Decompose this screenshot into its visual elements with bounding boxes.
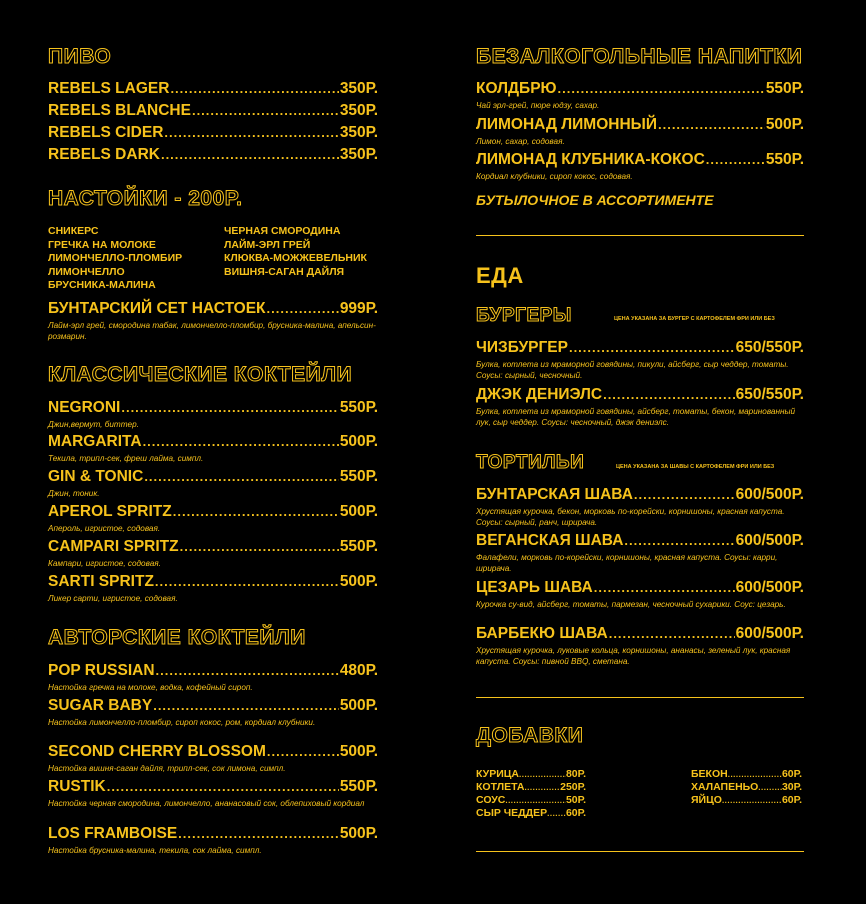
item-description: Фалафели, морковь по-корейски, корнишоны, красная капуста. Соусы: карри, шрирача. <box>476 553 778 573</box>
item-name: SUGAR BABY <box>48 697 153 714</box>
item-name: REBELS BLANCHE <box>48 102 191 119</box>
menu-item <box>48 573 378 604</box>
item-name: ЛИМОНАД КЛУБНИКА-КОКОС <box>476 151 705 168</box>
soft-drinks-section-title: БЕЗАЛКОГОЛЬНЫЕ НАПИТКИ <box>476 45 803 68</box>
classic-section-title: КЛАССИЧЕСКИЕ КОКТЕЙЛИ <box>48 363 353 386</box>
item-name: REBELS DARK <box>48 146 160 163</box>
menu-item <box>476 486 804 528</box>
item-name: БАРБЕКЮ ШАВА <box>476 625 608 642</box>
bottled-note: БУТЫЛОЧНОЕ В АССОРТИМЕНТЕ <box>476 192 714 208</box>
item-price: 650/550Р. <box>735 386 804 403</box>
list-item: ЛИМОНЧЕЛЛО <box>48 265 125 278</box>
list-item: БРУСНИКА-МАЛИНА <box>48 279 156 291</box>
menu-item <box>48 538 378 569</box>
menu-item <box>48 743 378 774</box>
item-price: 550Р. <box>339 538 378 555</box>
list-item: КЛЮКВА-МОЖЖЕВЕЛЬНИК <box>224 252 367 264</box>
addons-list-2 <box>691 768 802 807</box>
item-price: 550Р. <box>339 468 378 485</box>
menu-item <box>48 124 378 142</box>
menu-item <box>48 825 378 856</box>
item-price: 600/500Р. <box>735 532 804 549</box>
item-description: Курочка су-вид, айсберг, томаты, пармезан, чесночный сухарики. Соус: цезарь. <box>476 600 786 609</box>
item-price: 999Р. <box>339 300 378 317</box>
list-item: ЛИМОНЧЕЛЛО-ПЛОМБИР <box>48 252 183 264</box>
menu-item <box>48 433 378 464</box>
menu-item <box>48 300 378 342</box>
author-section-title: АВТОРСКИЕ КОКТЕЙЛИ <box>48 626 306 649</box>
divider <box>476 235 804 236</box>
item-description: Ликер сарти, игристое, содовая. <box>48 594 178 603</box>
item-name: MARGARITA <box>48 433 142 450</box>
item-price: 500Р. <box>339 433 378 450</box>
item-name: REBELS LAGER <box>48 80 170 97</box>
item-price: 550Р. <box>339 778 378 795</box>
list-item: СЫР ЧЕДДЕР ..... 60Р. <box>476 807 586 820</box>
list-item: КУРИЦА ..... 80Р. <box>476 768 586 781</box>
menu-item <box>48 697 378 728</box>
menu-item <box>476 579 804 610</box>
menu-item <box>476 116 804 147</box>
item-description: Лайм-эрл грей, смородина табак, лимончелло-пломбир, брусника-малина, апельсин-розмарин. <box>48 321 376 341</box>
menu-item <box>48 468 378 499</box>
item-name: POP RUSSIAN <box>48 662 155 679</box>
list-item: СОУС ..... 50Р. <box>476 794 586 807</box>
item-price: 500Р. <box>339 697 378 714</box>
item-name: LOS FRAMBOISE <box>48 825 178 842</box>
item-price: 350Р. <box>339 124 378 141</box>
item-price: 500Р. <box>339 503 378 520</box>
menu-item <box>476 80 804 111</box>
item-name: APEROL SPRITZ <box>48 503 172 520</box>
item-name: БУНТАРСКИЙ СЕТ НАСТОЕК <box>48 300 266 317</box>
item-description: Булка, котлета из мраморной говядины, айсберг, томаты, бекон, маринованный лук, сыр чеддер. Соусы: чесночный, джэк дениэлс. <box>476 407 796 427</box>
divider <box>476 851 804 852</box>
menu-item <box>48 80 378 98</box>
item-description: Хрустящая курочка, луковые кольца, корнишоны, ананасы, зеленый лук, красная капуста. Соусы: пивной BBQ, сметана. <box>476 646 791 666</box>
item-price: 600/500Р. <box>735 579 804 596</box>
list-item: ВИШНЯ-САГАН ДАЙЛЯ <box>224 265 345 278</box>
beer-section-title: ПИВО <box>48 45 112 68</box>
addons-section-title: ДОБАВКИ <box>476 724 584 747</box>
menu-item <box>48 778 378 809</box>
menu-item <box>476 625 804 667</box>
item-price: 600/500Р. <box>735 625 804 642</box>
menu-item <box>48 102 378 120</box>
item-name: RUSTIK <box>48 778 106 795</box>
item-price: 650/550Р. <box>735 339 804 356</box>
item-description: Кордиал клубники, сироп кокос, содовая. <box>476 172 633 181</box>
item-description: Настойка черная смородина, лимончелло, ананасовый сок, облепиховый кордиал <box>48 799 365 808</box>
tinctures-list-1 <box>48 225 182 293</box>
item-name: NEGRONI <box>48 399 121 416</box>
tinctures-list-2 <box>224 225 367 279</box>
menu-item <box>476 532 804 574</box>
item-price: 350Р. <box>339 80 378 97</box>
menu-item <box>476 151 804 182</box>
item-description: Настойка лимончелло-пломбир, сироп кокос, ром, кордиал клубники. <box>48 718 316 727</box>
food-section-title: ЕДА <box>476 263 524 288</box>
item-description: Настойка брусника-малина, текила, сок лайма, симпл. <box>48 846 262 855</box>
item-price: 550Р. <box>339 399 378 416</box>
item-description: Текила, трипл-сек, фреш лайма, симпл. <box>48 454 204 463</box>
menu-item <box>48 662 378 693</box>
item-price: 550Р. <box>765 151 804 168</box>
list-item: КОТЛЕТА ..... 250Р. <box>476 781 586 794</box>
item-description: Джин, тоник. <box>48 489 100 498</box>
item-name: SECOND CHERRY BLOSSOM <box>48 743 266 760</box>
item-name: GIN & TONIC <box>48 468 144 485</box>
item-price: 480Р. <box>339 662 378 679</box>
item-description: Настойка вишня-саган дайля, трипл-сек, сок лимона, симпл. <box>48 764 286 773</box>
item-price: 500Р. <box>339 743 378 760</box>
addons-list-1 <box>476 768 586 820</box>
item-price: 600/500Р. <box>735 486 804 503</box>
item-name: ДЖЭК ДЕНИЭЛС <box>476 386 603 403</box>
tinctures-section-title: НАСТОЙКИ - 200Р. <box>48 187 243 210</box>
item-name: КОЛДБРЮ <box>476 80 557 97</box>
item-name: ЧИЗБУРГЕР <box>476 339 568 356</box>
item-name: ЛИМОНАД ЛИМОННЫЙ <box>476 116 657 133</box>
item-description: Кампари, игристое, содовая. <box>48 559 161 568</box>
list-item: ЧЕРНАЯ СМОРОДИНА <box>224 225 341 237</box>
item-price: 500Р. <box>765 116 804 133</box>
item-price: 500Р. <box>339 573 378 590</box>
menu-item <box>48 399 378 430</box>
item-name: CAMPARI SPRITZ <box>48 538 179 555</box>
item-description: Чай эрл-грей, пюре юдзу, сахар. <box>476 101 600 110</box>
item-price: 500Р. <box>339 825 378 842</box>
menu-item <box>476 339 804 381</box>
list-item: ЛАЙМ-ЭРЛ ГРЕЙ <box>224 238 311 251</box>
list-item: СНИКЕРС <box>48 225 99 237</box>
item-description: Апероль, игристое, содовая. <box>48 524 161 533</box>
divider <box>476 697 804 698</box>
item-name: БУНТАРСКАЯ ШАВА <box>476 486 633 503</box>
list-item: БЕКОН ..... 60Р. <box>691 768 802 781</box>
item-name: ЦЕЗАРЬ ШАВА <box>476 579 593 596</box>
menu-item <box>476 386 804 428</box>
tortillas-section-title: ТОРТИЛЬИ <box>476 452 585 473</box>
item-description: Хрустящая курочка, бекон, морковь по-корейски, корнишоны, красная капуста. Соусы: сырный, ранч, шрирача. <box>476 507 785 527</box>
item-price: 550Р. <box>765 80 804 97</box>
menu-item <box>48 503 378 534</box>
list-item: ЯЙЦО ..... 60Р. <box>691 794 802 807</box>
item-name: SARTI SPRITZ <box>48 573 154 590</box>
item-name: REBELS CIDER <box>48 124 164 141</box>
list-item: ХАЛАПЕНЬО ..... 30Р. <box>691 781 802 794</box>
item-price: 350Р. <box>339 102 378 119</box>
item-description: Настойка гречка на молоке, водка, кофейный сироп. <box>48 683 253 692</box>
tortillas-price-note: ЦЕНА УКАЗАНА ЗА ШАВЫ С КАРТОФЕЛЕМ ФРИ ИЛИ БЕЗ <box>616 464 775 470</box>
burgers-price-note: ЦЕНА УКАЗАНА ЗА БУРГЕР С КАРТОФЕЛЕМ ФРИ ИЛИ БЕЗ <box>614 316 775 322</box>
item-price: 350Р. <box>339 146 378 163</box>
item-description: Джин,вермут, биттер. <box>48 420 139 429</box>
burgers-section-title: БУРГЕРЫ <box>476 305 572 326</box>
menu-item <box>48 146 378 164</box>
item-description: Лимон, сахар, содовая. <box>476 137 565 146</box>
item-name: ВЕГАНСКАЯ ШАВА <box>476 532 624 549</box>
list-item: ГРЕЧКА НА МОЛОКЕ <box>48 238 156 251</box>
item-description: Булка, котлета из мраморной говядины, пикули, айсберг, сыр чеддер, томаты. Соусы: сырный, чесночный. <box>476 360 789 380</box>
